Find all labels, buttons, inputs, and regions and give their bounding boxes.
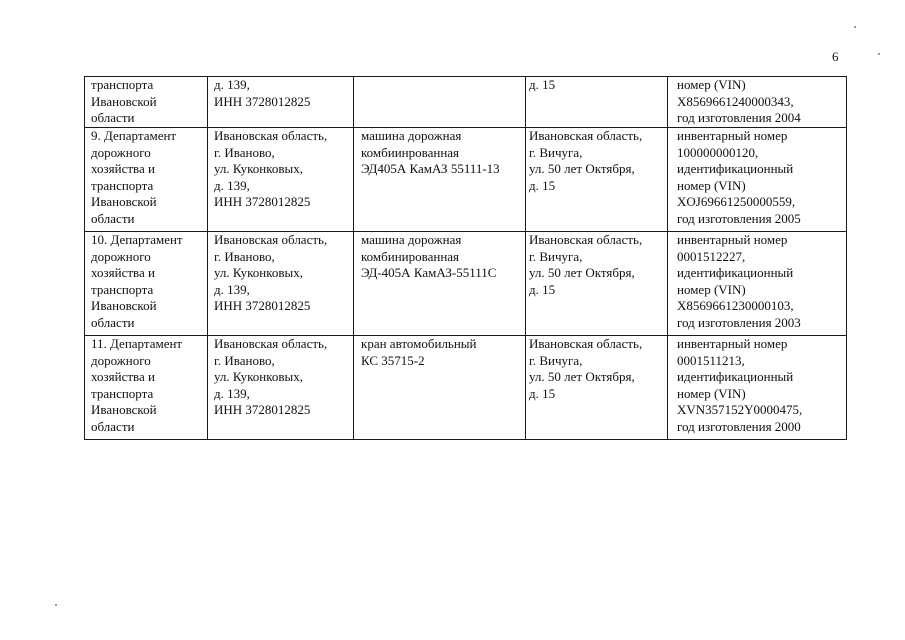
owner-address-cell [208, 128, 354, 232]
cell-line: ЭД-405А КамАЗ-55111С [361, 265, 497, 280]
cell-line: ИНН 3728012825 [214, 402, 311, 417]
table-row [85, 336, 847, 440]
cell-line: ИНН 3728012825 [214, 298, 311, 313]
owner-cell [85, 77, 208, 128]
registry-table-body [85, 77, 847, 440]
cell-line: 11. Департамент [91, 336, 183, 351]
cell-line: идентификационный [677, 265, 794, 280]
cell-line: транспорта [91, 385, 154, 401]
table-row [85, 232, 847, 336]
cell-line: Ивановской [91, 298, 157, 313]
cell-line: год изготовления 2004 [677, 110, 801, 125]
cell-line: машина дорожная [361, 232, 462, 247]
cell-line: ул. 50 лет Октября, [529, 369, 635, 384]
vehicle-cell [354, 336, 526, 440]
owner-cell [85, 232, 208, 336]
cell-line: кран автомобильный [361, 336, 477, 351]
cell-line: д. 15 [529, 177, 556, 193]
cell-line: г. Иваново, [214, 248, 275, 264]
cell-line: ЭД405А КамАЗ 55111-13 [361, 161, 500, 176]
identifiers-cell [668, 77, 847, 128]
location-cell [526, 77, 668, 128]
cell-line: инвентарный номер [677, 128, 788, 143]
cell-line: идентификационный [677, 369, 794, 384]
cell-line: хозяйства и [91, 161, 155, 176]
cell-line: г. Вичуга, [529, 144, 583, 160]
cell-line: ул. Куконковых, [214, 161, 304, 176]
cell-line: дорожного [91, 352, 151, 368]
cell-line: транспорта [91, 177, 154, 193]
cell-line: Ивановская область, [214, 128, 328, 143]
page-number: 6 [832, 49, 839, 64]
owner-address-cell [208, 336, 354, 440]
cell-line: транспорта [91, 281, 154, 297]
cell-line: X8569661230000103, [677, 298, 794, 313]
cell-line: КС 35715-2 [361, 352, 425, 368]
cell-line: Ивановская область, [529, 128, 643, 143]
cell-line: год изготовления 2003 [677, 314, 801, 330]
owner-cell [85, 336, 208, 440]
cell-line: XOJ69661250000559, [677, 194, 796, 209]
cell-line: номер (VIN) [677, 177, 746, 193]
owner-address-cell [208, 232, 354, 336]
identifiers-cell [668, 232, 847, 336]
cell-line: ул. Куконковых, [214, 369, 304, 384]
cell-line: год изготовления 2000 [677, 418, 801, 434]
cell-line: Ивановская область, [529, 232, 643, 247]
identifiers-cell [668, 128, 847, 232]
vehicle-cell [354, 77, 526, 128]
cell-line: инвентарный номер [677, 232, 788, 247]
cell-line: Ивановская область, [214, 232, 328, 247]
cell-line: номер (VIN) [677, 385, 746, 401]
cell-line: д. 139, [214, 77, 250, 92]
cell-line: ул. 50 лет Октября, [529, 161, 635, 176]
cell-line: области [91, 110, 135, 125]
cell-line: дорожного [91, 248, 151, 264]
scan-speck [854, 26, 856, 28]
cell-line: д. 139, [214, 385, 250, 401]
cell-line: Ивановская область, [214, 336, 328, 351]
owner-address-cell [208, 77, 354, 128]
cell-line: машина дорожная [361, 128, 462, 143]
cell-line: области [91, 314, 135, 330]
cell-line: д. 15 [529, 281, 556, 297]
cell-line: 100000000120, [677, 144, 759, 160]
cell-line: Ивановская область, [529, 336, 643, 351]
cell-line: комбиинрованная [361, 144, 460, 160]
cell-line: инвентарный номер [677, 336, 788, 351]
cell-line: д. 15 [529, 385, 556, 401]
cell-line: г. Иваново, [214, 144, 275, 160]
owner-cell [85, 128, 208, 232]
cell-line: 10. Департамент [91, 232, 183, 247]
cell-line: хозяйства и [91, 369, 155, 384]
scan-speck [55, 604, 57, 606]
table-row [85, 128, 847, 232]
cell-line: идентификационный [677, 161, 794, 176]
registry-table [84, 76, 847, 440]
cell-line: г. Иваново, [214, 352, 275, 368]
cell-line: 9. Департамент [91, 128, 177, 143]
cell-line: Ивановской [91, 402, 157, 417]
cell-line: XVN357152Y0000475, [677, 402, 803, 417]
cell-line: ул. Куконковых, [214, 265, 304, 280]
cell-line: Ивановской [91, 93, 157, 109]
cell-line: дорожного [91, 144, 151, 160]
cell-line: транспорта [91, 77, 154, 92]
cell-line: X8569661240000343, [677, 93, 794, 109]
scan-speck [878, 53, 880, 55]
cell-line: ул. 50 лет Октября, [529, 265, 635, 280]
cell-line: г. Вичуга, [529, 248, 583, 264]
cell-line: номер (VIN) [677, 77, 746, 92]
vehicle-cell [354, 232, 526, 336]
cell-line: ИНН 3728012825 [214, 93, 311, 109]
cell-line: г. Вичуга, [529, 352, 583, 368]
cell-line: ИНН 3728012825 [214, 194, 311, 209]
identifiers-cell [668, 336, 847, 440]
cell-line: год изготовления 2005 [677, 210, 801, 226]
cell-line: 0001512227, [677, 248, 746, 264]
cell-line: области [91, 418, 135, 434]
cell-line: комбинированная [361, 248, 460, 264]
cell-line: д. 139, [214, 177, 250, 193]
cell-line: области [91, 210, 135, 226]
location-cell [526, 336, 668, 440]
location-cell [526, 128, 668, 232]
cell-line: хозяйства и [91, 265, 155, 280]
cell-line: д. 15 [529, 77, 556, 92]
cell-line: д. 139, [214, 281, 250, 297]
location-cell [526, 232, 668, 336]
cell-line: 0001511213, [677, 352, 745, 368]
cell-line: Ивановской [91, 194, 157, 209]
cell-line: номер (VIN) [677, 281, 746, 297]
vehicle-cell [354, 128, 526, 232]
table-row [85, 77, 847, 128]
